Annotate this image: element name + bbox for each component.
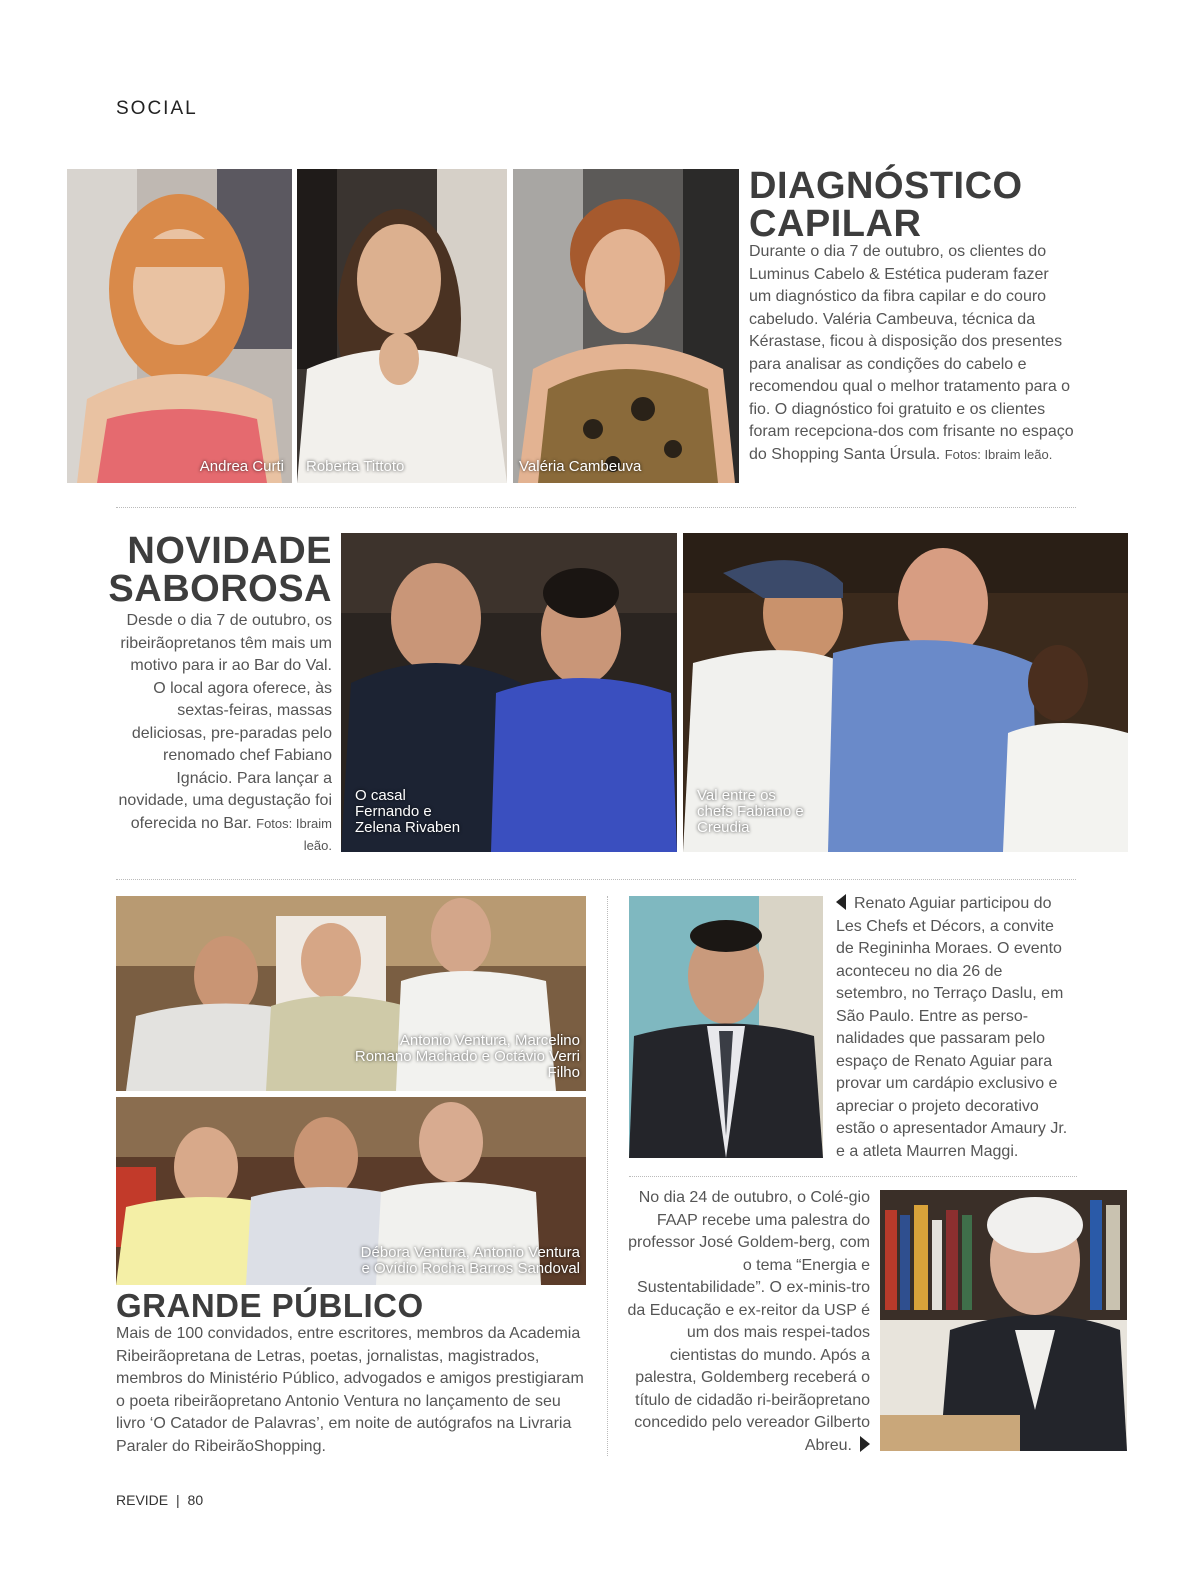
article-grande-publico: Mais de 100 convidados, entre escritores, membros da Academia Ribeirãopretana de Letras, poetas, jornalistas, magistrados, membros do Ministério Público, advogados e amigos prestigiaram o poeta ribeirãopretano Antonio Ventura no lançamento de seu livro ‘O Catador de Palavras’, em noite de autógrafos na Livraria Paraler do RibeirãoShopping. [116,1325,584,1455]
photo-casal-rivaben [341,533,677,852]
photo-caption: Antonio Ventura, Marcelino Romano Machado e Octávio Verri Filho [354,1032,580,1081]
photo-renato-aguiar [629,896,823,1158]
divider [116,879,1076,880]
photo-andrea-curti [67,169,292,483]
divider [629,1176,1077,1177]
footer-separator: | [176,1492,180,1508]
photo-debora-antonio-ovidio [116,1097,586,1285]
photo-antonio-marcelino-octavio [116,896,586,1091]
photo-valeria-cambeuva [513,169,739,483]
article-renato: Renato Aguiar participou do Les Chefs et Décors, a convite de Regininha Moraes. O evento aconteceu no dia 26 de setembro, no Terraço Daslu, em São Paulo. Entre as perso-nalidades que passaram pelo espaço de Renato Aguiar para provar um cardápio exclusivo e apreciar o projeto decorativo estão o apresentador Amaury Jr. e a atleta Maurren Maggi. [836,895,1068,1160]
headline-diagnostico: DIAGNÓSTICO CAPILAR [749,165,1023,245]
page-number: 80 [187,1492,204,1508]
magazine-name: REVIDE [116,1492,169,1508]
divider [116,507,1076,508]
pointer-right-icon [860,1436,870,1452]
article-diagnostico: Durante o dia 7 de outubro, os clientes do Luminus Cabelo & Estética puderam fazer um diagnóstico da fibra capilar e do couro cabeludo. Valéria Cambeuva, técnica da Kérastase, ficou à disposição dos presentes para analisar as condições do cabelo e recomendou qual o melhor tratamento para o fio. O diagnóstico foi gratuito e os clientes foram recepciona-dos com frisante no espaço do Shopping Santa Úrsula. Fotos: Ibraim leão. [749,243,1074,463]
photo-caption: Val entre os chefs Fabiano e Creudia [697,787,804,836]
headline-novidade: NOVIDADE SABOROSA [108,530,332,610]
photo-val-chefs [683,533,1128,852]
column-divider [607,896,608,1456]
photo-caption: O casal Fernando e Zelena Rivaben [355,787,461,836]
photo-caption: Roberta Tittoto [306,458,405,475]
article-novidade: Desde o dia 7 de outubro, os ribeirãopretanos têm mais um motivo para ir ao Bar do Val. O local agora oferece, às sextas-feiras, massas deliciosas, pre-paradas pelo renomado chef Fabiano Ignácio. Para lançar a novidade, uma degustação foi oferecida no Bar. Fotos: Ibraim leão. [118,612,332,853]
headline-grande-publico: GRANDE PÚBLICO [116,1287,424,1324]
photo-jose-goldemberg [880,1190,1127,1451]
section-label: SOCIAL [116,98,198,119]
photo-caption: Andrea Curti [199,458,284,475]
page-footer [116,1492,203,1508]
article-faap: No dia 24 de outubro, o Colé-gio FAAP recebe uma palestra do professor José Goldem-berg, com o tema “Energia e Sustentabilidade”. O ex-minis-tro da Educação e ex-reitor da USP é um dos mais respei-tados cientistas do mundo. Após a palestra, Goldemberg receberá o título de cidadão ri-beirãopretano concedido pelo vereador Gilberto Abreu. [627,1189,870,1454]
photo-roberta-tittoto [297,169,507,483]
photo-caption: Valéria Cambeuva [519,458,642,475]
photo-caption: Débora Ventura, Antonio Ventura e Ovídio Rocha Barros Sandoval [360,1244,580,1277]
pointer-left-icon [836,894,846,910]
